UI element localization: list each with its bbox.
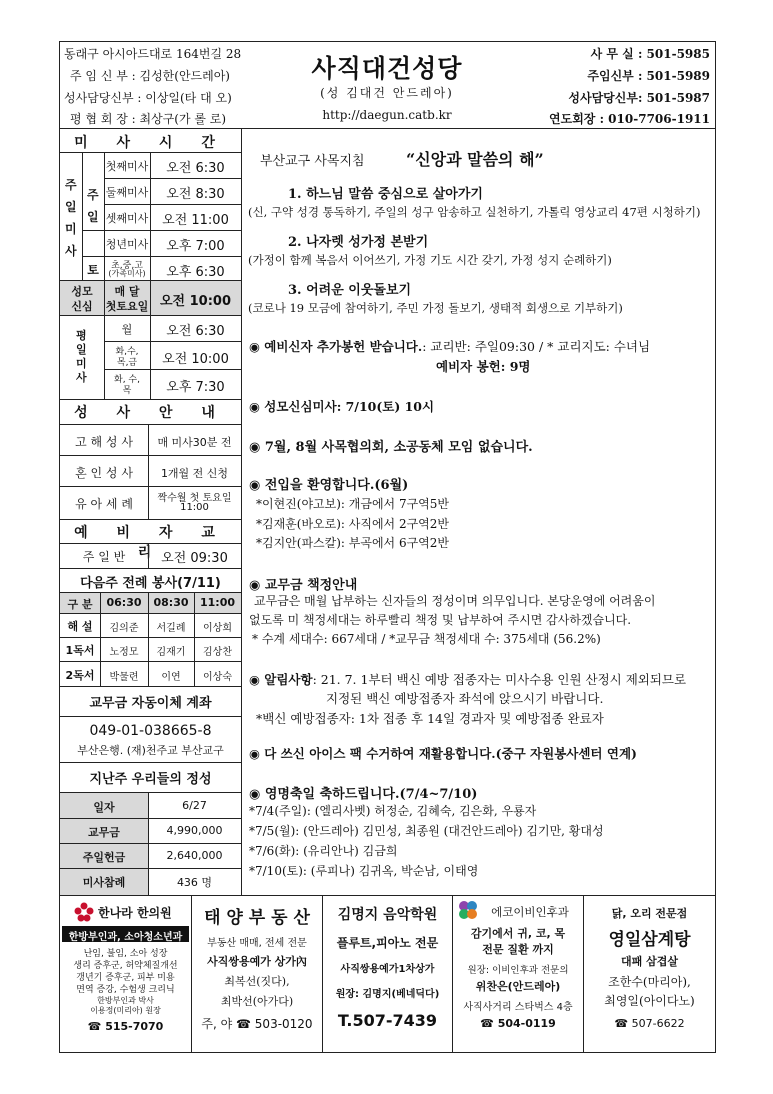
guideline-1-title: 1. 하느님 말씀 중심으로 살아가기 (288, 187, 483, 202)
ad3-phone: T.507-7439 (337, 1011, 438, 1030)
next-week-header: 구 분 (67, 598, 93, 611)
next-week-header: 11:00 (199, 596, 235, 609)
notice-ice-pack: ◉ 다 쓰신 아이스 팩 수거하여 재활용합니다.(중구 자원봉사센터 연계) (249, 746, 637, 761)
ad1-line: 면역 증강, 수험생 크리닉 (76, 985, 175, 995)
flower-logo-icon (74, 902, 94, 922)
notice-announcement-detail: : 21. 7. 1부터 백신 예방 접종자는 미사수용 인원 산정시 제외되므로 (312, 672, 687, 687)
feast-item: *7/10(토): (루피나) 김귀옥, 박순남, 이태영 (249, 864, 479, 878)
saturday-label: 토 (87, 263, 99, 277)
mass-name: 둘째미사 (105, 186, 149, 199)
sacrament-name: 고 해 성 사 (75, 435, 133, 449)
ad5-phone: ☎ 507-6622 (614, 1017, 685, 1030)
ad4-line: 감기에서 귀, 코, 목 (470, 927, 566, 940)
feast-item: *7/4(주일): (엘리사벳) 허정순, 김혜숙, 김은화, 우룡자 (249, 804, 537, 818)
next-week-person: 김의준 (109, 623, 139, 634)
notice-welcome-title: ◉ 전입을 환영합니다.(6월) (249, 478, 409, 493)
notice-dues-title: ◉ 교무금 책정안내 (249, 578, 358, 593)
ad4-name: 에코이비인후과 (491, 905, 569, 919)
address: 동래구 아시아드대로 164번길 28 (64, 47, 242, 61)
welcome-item: *이현진(야고보): 개금에서 7구역5반 (256, 497, 450, 511)
offering-label: 교무금 (88, 826, 120, 839)
sunday-mass-label: 주일미사 (65, 178, 77, 258)
next-week-person: 이연 (161, 672, 181, 683)
weekday-time: 오전 10:00 (162, 352, 229, 367)
monthly-name: 매 달 (114, 285, 140, 298)
ad5-name: 영일삼계탕 (608, 930, 691, 950)
ad2-line: 사직쌍용예가 상가內 (207, 955, 307, 968)
mass-time: 오전 11:00 (162, 213, 229, 228)
notice-marian-mass: ◉ 성모신심미사: 7/10(토) 10시 (249, 399, 435, 414)
weekday-mass-label: 평일미사 (76, 329, 87, 384)
monthly-name2: 첫토요일 (105, 300, 149, 313)
weekday-name: 화, 수, (114, 375, 140, 385)
notice-dues-line: 교무금은 매월 납부하는 신자들의 정성이며 의무입니다. 본당운영에 어려움이 (254, 594, 656, 608)
next-week-role: 해 설 (67, 620, 93, 633)
mass-name: 셋째미사 (105, 212, 149, 225)
mass-title: 미 사 시 간 (74, 135, 227, 151)
ad5-top: 닭, 오리 전문점 (611, 907, 688, 920)
weekday-time: 오전 6:30 (166, 324, 225, 339)
account-bank: 부산은행. (재)천주교 부산교구 (77, 744, 224, 757)
ad1-name: 한나라 한의원 (98, 906, 172, 920)
sacrament-value: 1개월 전 신청 (160, 467, 229, 480)
next-week-person: 서길례 (156, 623, 186, 634)
ad1-phone: ☎ 515-7070 (87, 1020, 164, 1033)
ad1-line: 갱년기 증후군, 피부 미용 (76, 973, 175, 983)
phone-pastor: 주임신부 : 501-5989 (587, 69, 710, 83)
ad5-line: 조한수(마리아), (608, 975, 691, 989)
sacrament-name: 혼 인 성 사 (75, 466, 133, 480)
monthly-label2: 신심 (71, 300, 93, 313)
next-week-person: 김상찬 (203, 647, 232, 658)
notice-catechumen-offering: 예비자 봉헌: 9명 (436, 359, 531, 374)
mass-time: 오후 7:00 (166, 239, 225, 254)
ad4-line: 전문 질환 까지 (482, 943, 554, 956)
offering-label: 일자 (93, 801, 115, 814)
sacrament-value: 짝수월 첫 토요일 (157, 493, 232, 504)
left-column-divider (241, 128, 242, 895)
offering-value: 2,640,000 (166, 849, 223, 862)
next-week-person: 박물련 (109, 672, 139, 683)
notice-dues-line: * 수계 세대수: 667세대 / *교무금 책정세대 수: 375세대 (56.2%) (252, 632, 601, 646)
sunday-label: 주일 (87, 188, 99, 224)
catechumen-name: 주 일 반 (82, 550, 126, 564)
monthly-label: 성모 (71, 285, 93, 298)
next-week-person: 이상숙 (203, 672, 232, 683)
ad5-line: 대패 삼겹살 (621, 955, 678, 968)
notice-no-meeting: ◉ 7월, 8월 사목협의회, 소공동체 모임 없습니다. (249, 440, 533, 455)
ad1-line: 한방부인과 박사 (97, 996, 154, 1005)
ad4-line: 원장: 이비인후과 전문의 (467, 965, 569, 976)
guideline-3-title: 3. 어려운 이웃돌보기 (288, 283, 412, 298)
mass-time: 오전 8:30 (166, 187, 225, 202)
phone-office: 사 무 실 : 501-5985 (590, 47, 710, 61)
weekday-name: 화,수, (115, 347, 139, 357)
notice-feast-title: ◉ 영명축일 축하드립니다.(7/4~7/10) (249, 787, 478, 802)
ad1-line: 생리 증후군, 허약체질개선 (73, 961, 178, 971)
feast-item: *7/5(월): (안드레아) 김민성, 최종원 (대건안드레아) 김기만, 황대성 (249, 824, 604, 838)
offering-value: 6/27 (182, 799, 207, 812)
ad2-line: 부동산 매매, 전세 전문 (207, 938, 307, 949)
header-divider (59, 128, 716, 129)
ad5-line: 최영일(아이다노) (604, 994, 695, 1008)
guideline-1-desc: (신, 구약 성경 통독하기, 주일의 성구 암송하고 실천하기, 가톨릭 영상교리 47편 시청하기) (248, 205, 701, 219)
notice-dues-line: 없도록 미 책정세대는 하루빨리 책정 및 납부하여 주시면 감사하겠습니다. (249, 613, 632, 627)
offering-value: 4,990,000 (166, 824, 223, 837)
notice-announcement-line3: *백신 예방접종자: 1차 접종 후 14일 경과자 및 예방접종 완료자 (256, 711, 604, 726)
next-week-role: 1독서 (65, 644, 95, 657)
ad3-line: 원장: 김명지(베네딕다) (335, 989, 440, 1000)
saturday-mass-name2: (가족미사) (108, 269, 146, 278)
ad3-name: 김명지 음악학원 (337, 907, 438, 923)
next-week-title: 다음주 전례 봉사(7/11) (80, 576, 221, 591)
pastor: 주 임 신 부 : 김성한(안드레아) (70, 69, 230, 83)
council-president: 평 협 회 장 : 최상구(가 롤 로) (70, 112, 227, 126)
weekday-name: 월 (121, 323, 133, 336)
guideline-2-title: 2. 나자렛 성가정 본받기 (288, 235, 429, 250)
sacrament-value: 매 미사30분 전 (157, 436, 232, 449)
weekday-time: 오후 7:30 (166, 380, 225, 395)
next-week-person: 노정모 (109, 647, 139, 658)
next-week-role: 2독서 (65, 669, 95, 682)
offering-label: 주일헌금 (82, 851, 126, 864)
ad2-line: 최복선(짓다), (224, 975, 290, 988)
notice-announcement-line2: 지정된 백신 예방접종자 좌석에 앉으시기 바랍니다. (326, 691, 604, 706)
ad2-phone: 주, 야 ☎ 503-0120 (201, 1017, 313, 1031)
phone-assistant: 성사담당신부: 501-5987 (568, 91, 710, 105)
ad2-line: 최박선(아가다) (220, 995, 294, 1008)
motto: “신앙과 말씀의 해” (406, 150, 544, 169)
ad4-line: 위찬은(안드레아) (475, 980, 561, 993)
ad4-phone: ☎ 504-0119 (480, 1017, 556, 1030)
weekday-name2: 목 (122, 386, 132, 396)
catechumen-title: 예 비 자 교 리 (74, 525, 227, 561)
mass-name: 청년미사 (105, 238, 149, 251)
saturday-mass-time: 오후 6:30 (166, 265, 225, 280)
ad2-name: 태 양 부 동 산 (204, 908, 310, 928)
eco-logo-icon (458, 900, 478, 920)
notice-announcement (249, 670, 686, 688)
welcome-item: *김지안(파스칼): 부곡에서 6구역2반 (256, 536, 450, 550)
notice-announcement-title: ◉ 알림사항 (249, 672, 313, 687)
motto-prefix: 부산교구 사목지침 (260, 154, 365, 169)
weekday-name2: 목,금 (116, 358, 138, 368)
ad3-line: 플루트,피아노 전문 (336, 936, 439, 950)
account-number: 049-01-038665-8 (89, 723, 212, 739)
saturday-mass-name: 초,중,고 (111, 261, 143, 271)
notice-catechumen-title: ◉ 예비신자 추가봉헌 받습니다. (249, 339, 423, 354)
offering-title: 지난주 우리들의 정성 (89, 772, 212, 787)
sacrament-value2: 11:00 (180, 502, 209, 513)
mass-name: 첫째미사 (105, 160, 149, 173)
mass-time: 오전 6:30 (166, 161, 225, 176)
phone-council: 연도회장 : 010-7706-1911 (549, 112, 710, 126)
next-week-header: 08:30 (153, 596, 189, 609)
guideline-2-desc: (가정이 함께 복음서 이어쓰기, 가정 기도 시간 갖기, 가정 성지 순례하기) (248, 253, 612, 267)
ad1-line: 난임, 불임, 소아 성장 (83, 949, 168, 959)
notice-catechumen (249, 337, 650, 355)
account-title: 교무금 자동이체 계좌 (89, 696, 212, 711)
ad4-line: 사직사거리 스타벅스 4층 (463, 1002, 573, 1013)
offering-label: 미사참례 (82, 876, 126, 889)
next-week-header: 06:30 (106, 596, 142, 609)
church-url[interactable]: http://daegun.catb.kr (322, 108, 452, 122)
offering-value: 436 명 (176, 876, 213, 889)
ads-divider (59, 895, 716, 896)
monthly-time: 오전 10:00 (159, 294, 232, 309)
next-week-person: 김재기 (156, 647, 186, 658)
ad1-banner: 한방부인과, 소아청소년과 (68, 932, 183, 943)
welcome-item: *김재훈(바오로): 사직에서 2구역2반 (256, 517, 450, 531)
assistant-priest: 성사담당신부 : 이상일(타 대 오) (64, 91, 232, 105)
catechumen-time: 오전 09:30 (161, 551, 228, 566)
feast-item: *7/6(화): (유리안나) 김금희 (249, 844, 398, 858)
church-name: 사직대건성당 (311, 54, 463, 83)
next-week-person: 이상희 (203, 623, 232, 634)
guideline-3-desc: (코로나 19 모금에 참여하기, 주민 가정 돌보기, 생태적 회생으로 기부하기) (248, 301, 623, 315)
notice-catechumen-detail: : 교리반: 주일09:30 / * 교리지도: 수녀님 (422, 339, 651, 354)
sacrament-name: 유 아 세 례 (75, 497, 133, 511)
church-patron: (성 김대건 안드레아) (320, 86, 454, 100)
ad1-line: 이용정(미리아) 원장 (90, 1006, 161, 1015)
sacrament-title: 성 사 안 내 (74, 405, 227, 421)
ad3-line: 사직쌍용예가1차상가 (340, 964, 435, 975)
